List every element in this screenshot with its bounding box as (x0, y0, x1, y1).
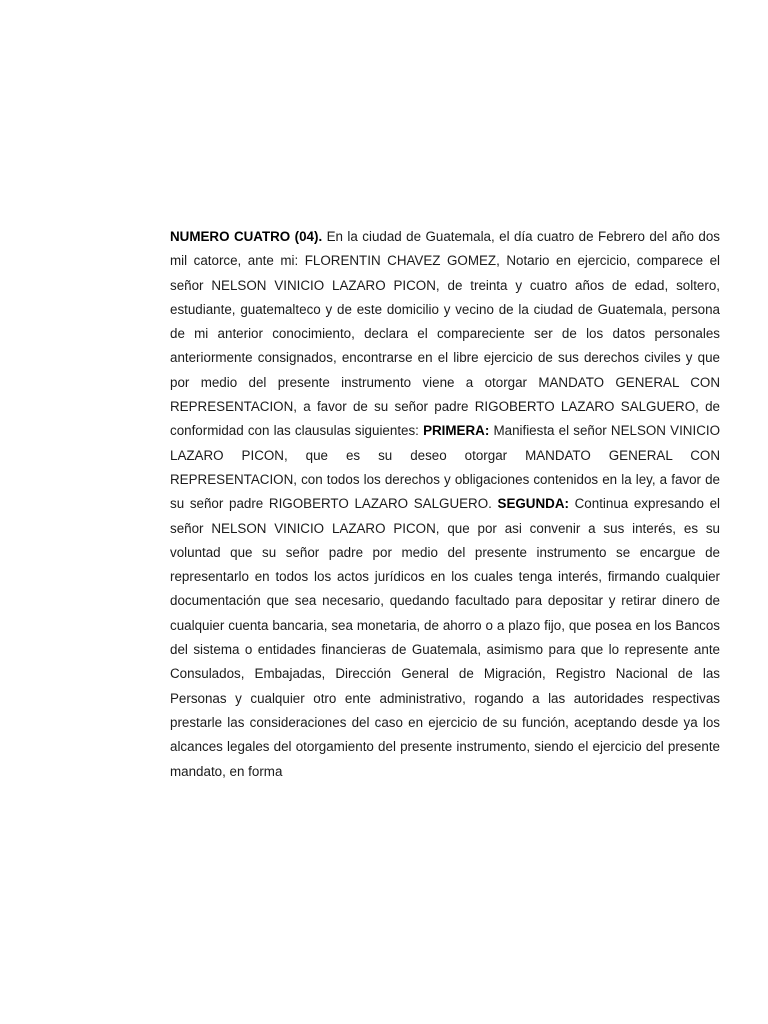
clause-segunda-label: SEGUNDA: (497, 496, 569, 512)
deed-body-paragraph (170, 225, 720, 784)
clause-segunda-text: Continua expresando el señor NELSON VINICIO LAZARO PICON, que por asi convenir a sus interés, es su voluntad que su señor padre por medio del presente instrumento se encargue de representarlo en todos los actos jurídicos en los cuales tenga interés, firmando cualquier documentación que sea necesario, quedando facultado para depositar y retirar dinero de cualquier cuenta bancaria, sea monetaria, de ahorro o a plazo fijo, que posea en los Bancos del sistema o entidades financieras de Guatemala, asimismo para que lo represente ante Consulados, Embajadas, Dirección General de Migración, Registro Nacional de las Personas y cualquier otro ente administrativo, rogando a las autoridades respectivas prestarle las consideraciones del caso en ejercicio de su función, aceptando desde ya los alcances legales del otorgamiento del presente instrumento, siendo el ejercicio del presente mandato, en forma (170, 496, 720, 779)
clause-primera-label: PRIMERA: (423, 423, 490, 439)
deed-intro-text: En la ciudad de Guatemala, el día cuatro de Febrero del año dos mil catorce, ante mi: FLORENTIN CHAVEZ GOMEZ, Notario en ejercicio, comparece el señor NELSON VINICIO LAZARO PICON, de treinta y cuatro años de edad, soltero, estudiante, guatemalteco y de este domicilio y vecino de la ciudad de Guatemala, persona de mi anterior conocimiento, declara el compareciente ser de los datos personales anteriormente consignados, encontrarse en el libre ejercicio de sus derechos civiles y que por medio del presente instrumento viene a otorgar MANDATO GENERAL CON REPRESENTACION, a favor de su señor padre RIGOBERTO LAZARO SALGUERO, de conformidad con las clausulas siguientes: (170, 229, 720, 439)
deed-heading-number: NUMERO CUATRO (04). (170, 229, 323, 244)
clause-primera-text: Manifiesta el señor NELSON VINICIO LAZARO PICON, que es su deseo otorgar MANDATO GENERAL CON REPRESENTACION, con todos los derechos y obligaciones contenidos en la ley, a favor de su señor padre RIGOBERTO LAZARO SALGUERO. (170, 423, 720, 512)
